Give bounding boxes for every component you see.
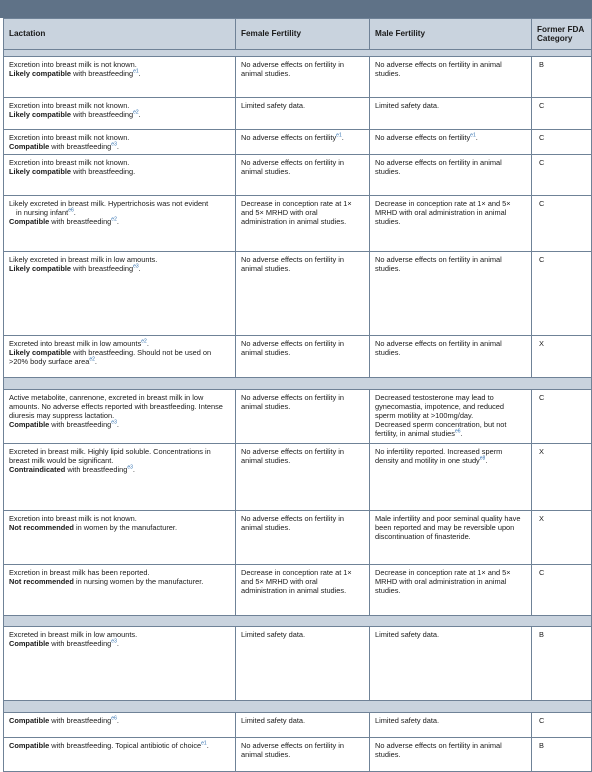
- cell-text: .: [116, 639, 119, 649]
- cell-text: Limited safety data.: [375, 101, 440, 110]
- cell-line: [9, 465, 230, 474]
- reference-marker: e3: [111, 638, 117, 645]
- cell-text: Limited safety data.: [375, 630, 440, 639]
- cell-line: [9, 142, 230, 151]
- cell-text: .: [132, 465, 135, 475]
- cell-female-fertility: [236, 511, 370, 565]
- emphasis: Compatible: [9, 420, 50, 430]
- cell-female-fertility: [236, 738, 370, 772]
- cell-line: [9, 255, 230, 264]
- reference-marker: e6: [68, 207, 74, 214]
- cell-text: with breastfeeding: [49, 716, 112, 725]
- table-row: [4, 627, 592, 701]
- cell-male-fertility: [370, 252, 532, 336]
- cell-line: [9, 199, 230, 208]
- cell-lactation: [4, 252, 236, 336]
- section-band: [4, 701, 592, 713]
- cell-text: C: [539, 568, 545, 577]
- cell-line: [9, 167, 230, 176]
- cell-text: B: [539, 741, 544, 750]
- cell-male-fertility: [370, 713, 532, 738]
- cell-male-fertility: [370, 511, 532, 565]
- cell-text: .: [341, 133, 344, 142]
- top-banner: [0, 0, 592, 18]
- header-female-fertility: Female Fertility: [236, 19, 370, 50]
- cell-category: [532, 511, 592, 565]
- cell-line: [9, 133, 230, 142]
- cell-category: [532, 444, 592, 511]
- emphasis: Not recommended: [9, 523, 74, 533]
- cell-line: [9, 630, 230, 639]
- cell-line: [9, 110, 230, 119]
- emphasis: Likely compatible: [9, 110, 72, 120]
- reference-marker: e1: [336, 132, 342, 139]
- table-row: [4, 444, 592, 511]
- cell-line: [9, 514, 230, 523]
- cell-line: [9, 420, 230, 429]
- cell-text: .: [206, 741, 209, 750]
- cell-text: in nursing women by the manufacturer.: [73, 577, 204, 587]
- cell-text: Limited safety data.: [241, 101, 306, 110]
- cell-lactation: [4, 57, 236, 98]
- cell-text: .: [475, 133, 478, 142]
- table-row: [4, 252, 592, 336]
- header-male-fertility: Male Fertility: [370, 19, 532, 50]
- reference-marker: e1: [133, 68, 139, 75]
- cell-text: Excretion into breast milk not known.: [9, 158, 130, 167]
- cell-male-fertility: [370, 155, 532, 196]
- cell-lactation: [4, 130, 236, 155]
- cell-text: .: [138, 69, 141, 79]
- table-row: [4, 511, 592, 565]
- cell-text: with breastfeeding: [71, 264, 134, 274]
- cell-line: [9, 393, 230, 420]
- cell-text: Excretion into breast milk not known.: [9, 101, 130, 110]
- cell-text: .: [485, 456, 488, 466]
- cell-line: [241, 133, 364, 142]
- emphasis: Not recommended: [9, 577, 74, 587]
- cell-line: [9, 158, 230, 167]
- table-row: [4, 196, 592, 252]
- cell-text: X: [539, 339, 544, 348]
- cell-female-fertility: [236, 130, 370, 155]
- cell-text: C: [539, 199, 545, 208]
- cell-text: No adverse effects on fertility in animal studies.: [241, 447, 344, 466]
- cell-text: .: [116, 142, 119, 152]
- cell-text: Excretion into breast milk is not known.: [9, 514, 137, 523]
- cell-line: [9, 101, 230, 110]
- cell-line: [375, 133, 526, 142]
- drug-safety-table: [3, 18, 592, 772]
- cell-text: with breastfeeding: [49, 639, 112, 649]
- cell-lactation: [4, 390, 236, 444]
- emphasis: Contraindicated: [9, 465, 66, 475]
- cell-category: [532, 713, 592, 738]
- emphasis: Compatible: [9, 639, 50, 649]
- cell-text: with breastfeeding: [49, 217, 112, 227]
- cell-text: .: [73, 208, 76, 218]
- emphasis: Compatible: [9, 217, 50, 227]
- cell-text: X: [539, 447, 544, 456]
- cell-text: Limited safety data.: [375, 716, 440, 725]
- cell-text: Decrease in conception rate at 1× and 5× MRHD with oral administration in animal studies.: [241, 568, 352, 596]
- cell-line: [9, 741, 230, 750]
- emphasis: Likely compatible: [9, 264, 72, 274]
- cell-line: [375, 447, 526, 465]
- table-row: [4, 565, 592, 616]
- cell-lactation: [4, 565, 236, 616]
- cell-line: [9, 577, 230, 586]
- cell-text: Active metabolite, canrenone, excreted in breast milk in low amounts. No adverse effects reported with breastfeeding. Intense diuresis may suppress lactation.: [9, 393, 223, 421]
- cell-text: No adverse effects on fertility in animal studies.: [241, 339, 344, 358]
- cell-lactation: [4, 627, 236, 701]
- cell-female-fertility: [236, 444, 370, 511]
- cell-text: C: [539, 255, 545, 264]
- cell-category: [532, 390, 592, 444]
- section-band-cell: [4, 50, 592, 57]
- table-row: [4, 130, 592, 155]
- cell-text: No adverse effects on fertility in animal studies.: [375, 255, 502, 274]
- table-row: [4, 57, 592, 98]
- cell-text: C: [539, 158, 545, 167]
- cell-text: .: [138, 110, 141, 120]
- cell-text: Limited safety data.: [241, 716, 306, 725]
- cell-male-fertility: [370, 98, 532, 130]
- cell-male-fertility: [370, 444, 532, 511]
- cell-text: No adverse effects on fertility in animal studies.: [375, 158, 502, 177]
- cell-line-indented: [9, 208, 230, 217]
- cell-female-fertility: [236, 713, 370, 738]
- cell-female-fertility: [236, 196, 370, 252]
- cell-line: [9, 339, 230, 348]
- reference-marker: e1: [470, 132, 476, 139]
- cell-text: with breastfeeding. Topical antibiotic of choice: [49, 741, 202, 750]
- cell-text: .: [94, 357, 97, 367]
- cell-text: No adverse effects on fertility in animal studies.: [241, 741, 344, 760]
- section-band-cell: [4, 378, 592, 390]
- cell-text: Decrease in conception rate at 1× and 5× MRHD with oral administration in animal studies.: [375, 199, 511, 227]
- reference-marker: e8: [479, 455, 486, 462]
- cell-female-fertility: [236, 390, 370, 444]
- reference-marker: e3: [133, 263, 139, 270]
- cell-line: [9, 716, 230, 725]
- cell-line: [9, 523, 230, 532]
- cell-text: Male infertility and poor seminal quality have been reported and may be reversible upon discontinuation of finasteride.: [375, 514, 521, 542]
- cell-text: No adverse effects on fertility in animal studies.: [241, 255, 344, 274]
- emphasis: Compatible: [9, 142, 50, 152]
- reference-marker: e6: [454, 428, 461, 435]
- cell-text: No adverse effects on fertility in animal studies.: [375, 741, 502, 760]
- cell-text: with breastfeeding.: [71, 167, 136, 177]
- cell-text: .: [138, 264, 141, 274]
- cell-text: B: [539, 60, 544, 69]
- cell-lactation: [4, 713, 236, 738]
- cell-male-fertility: [370, 738, 532, 772]
- reference-marker: e3: [111, 141, 117, 148]
- cell-text: in nursing infant: [16, 208, 69, 218]
- cell-lactation: [4, 98, 236, 130]
- cell-lactation: [4, 444, 236, 511]
- reference-marker: e3: [127, 464, 133, 471]
- cell-male-fertility: [370, 627, 532, 701]
- cell-text: .: [460, 429, 463, 439]
- cell-category: [532, 627, 592, 701]
- table-row: [4, 738, 592, 772]
- cell-text: B: [539, 630, 544, 639]
- cell-text: No adverse effects on fertility in animal studies.: [375, 339, 502, 358]
- cell-text: .: [146, 339, 149, 348]
- cell-text: No adverse effects on fertility in animal studies.: [241, 393, 344, 412]
- cell-text: with breastfeeding: [49, 420, 112, 430]
- cell-line: [9, 568, 230, 577]
- cell-text: Excretion into breast milk not known.: [9, 133, 130, 142]
- cell-text: C: [539, 716, 545, 725]
- cell-category: [532, 336, 592, 378]
- cell-text: C: [539, 101, 545, 110]
- cell-text: .: [116, 217, 119, 227]
- cell-text: with breastfeeding: [71, 110, 134, 120]
- cell-category: [532, 155, 592, 196]
- cell-category: [532, 252, 592, 336]
- cell-text: No adverse effects on fertility in animal studies.: [241, 60, 344, 79]
- table-row: [4, 713, 592, 738]
- table-row: [4, 155, 592, 196]
- cell-female-fertility: [236, 336, 370, 378]
- cell-male-fertility: [370, 336, 532, 378]
- emphasis: Compatible: [9, 741, 50, 750]
- cell-line: [375, 420, 526, 438]
- cell-female-fertility: [236, 98, 370, 130]
- header-fda-category: Former FDA Category: [532, 19, 592, 50]
- cell-male-fertility: [370, 130, 532, 155]
- section-band-cell: [4, 701, 592, 713]
- section-band-cell: [4, 616, 592, 627]
- cell-category: [532, 196, 592, 252]
- header-row: [4, 19, 592, 50]
- cell-text: X: [539, 514, 544, 523]
- cell-text: with breastfeeding: [49, 142, 112, 152]
- cell-text: No adverse effects on fertility: [375, 133, 471, 142]
- cell-text: Excreted in breast milk. Highly lipid soluble. Concentrations in breast milk would be significant.: [9, 447, 211, 466]
- cell-lactation: [4, 511, 236, 565]
- cell-female-fertility: [236, 57, 370, 98]
- section-band: [4, 50, 592, 57]
- cell-text: Excretion into breast milk is not known.: [9, 60, 137, 69]
- cell-text: No adverse effects on fertility in animal studies.: [375, 60, 502, 79]
- cell-category: [532, 565, 592, 616]
- cell-text: Decrease in conception rate at 1× and 5× MRHD with oral administration in animal studies.: [241, 199, 352, 227]
- cell-category: [532, 130, 592, 155]
- cell-category: [532, 57, 592, 98]
- cell-text: No adverse effects on fertility in animal studies.: [241, 514, 344, 533]
- table-row: [4, 336, 592, 378]
- cell-lactation: [4, 196, 236, 252]
- cell-male-fertility: [370, 57, 532, 98]
- cell-text: No adverse effects on fertility: [241, 133, 337, 142]
- reference-marker: e6: [111, 715, 117, 722]
- section-band: [4, 378, 592, 390]
- cell-line: [9, 69, 230, 78]
- cell-text: Likely excreted in breast milk in low amounts.: [9, 255, 158, 264]
- cell-female-fertility: [236, 565, 370, 616]
- cell-female-fertility: [236, 627, 370, 701]
- cell-line: [9, 447, 230, 465]
- cell-male-fertility: [370, 565, 532, 616]
- cell-text: Decrease in conception rate at 1× and 5× MRHD with oral administration in animal studies.: [375, 568, 511, 596]
- cell-line: [9, 348, 230, 366]
- cell-text: in women by the manufacturer.: [73, 523, 178, 533]
- reference-marker: e2: [133, 109, 139, 116]
- cell-text: No adverse effects on fertility in animal studies.: [241, 158, 344, 177]
- header-lactation: Lactation: [4, 19, 236, 50]
- cell-text: Likely excreted in breast milk. Hypertrichosis was not evident: [9, 199, 209, 208]
- cell-lactation: [4, 155, 236, 196]
- cell-male-fertility: [370, 196, 532, 252]
- cell-text: Excreted into breast milk in low amounts: [9, 339, 142, 348]
- cell-line: [9, 264, 230, 273]
- cell-category: [532, 738, 592, 772]
- cell-text: with breastfeeding: [71, 69, 134, 79]
- cell-line: [9, 217, 230, 226]
- cell-text: Decreased testosterone may lead to gynecomastia, impotence, and reduced sperm motility at >100mg/day.: [375, 393, 505, 421]
- cell-text: with breastfeeding. Should not be used on >20% body surface area: [9, 348, 212, 367]
- table-row: [4, 390, 592, 444]
- reference-marker: e2: [141, 338, 147, 345]
- cell-text: with breastfeeding: [65, 465, 128, 475]
- emphasis: Likely compatible: [9, 69, 72, 79]
- cell-category: [532, 98, 592, 130]
- cell-text: .: [116, 716, 119, 725]
- cell-text: No infertility reported. Increased sperm density and motility in one study: [375, 447, 503, 466]
- cell-text: C: [539, 393, 545, 402]
- cell-text: Decreased sperm concentration, but not fertility, in animal studies: [375, 420, 507, 439]
- cell-text: .: [116, 420, 119, 430]
- cell-male-fertility: [370, 390, 532, 444]
- reference-marker: e1: [201, 740, 207, 747]
- cell-female-fertility: [236, 252, 370, 336]
- cell-text: Limited safety data.: [241, 630, 306, 639]
- cell-line: [9, 639, 230, 648]
- table-body: [4, 50, 592, 772]
- cell-text: Excreted in breast milk in low amounts.: [9, 630, 138, 639]
- cell-line: [375, 393, 526, 420]
- cell-line: [9, 60, 230, 69]
- reference-marker: e3: [111, 419, 117, 426]
- emphasis: Likely compatible: [9, 348, 72, 358]
- reference-marker: e2: [111, 216, 117, 223]
- cell-female-fertility: [236, 155, 370, 196]
- reference-marker: e2: [89, 356, 95, 363]
- section-band: [4, 616, 592, 627]
- emphasis: Compatible: [9, 716, 50, 725]
- cell-lactation: [4, 738, 236, 772]
- emphasis: Likely compatible: [9, 167, 72, 177]
- cell-text: Excretion in breast milk has been reported.: [9, 568, 150, 577]
- table-row: [4, 98, 592, 130]
- cell-text: C: [539, 133, 545, 142]
- cell-lactation: [4, 336, 236, 378]
